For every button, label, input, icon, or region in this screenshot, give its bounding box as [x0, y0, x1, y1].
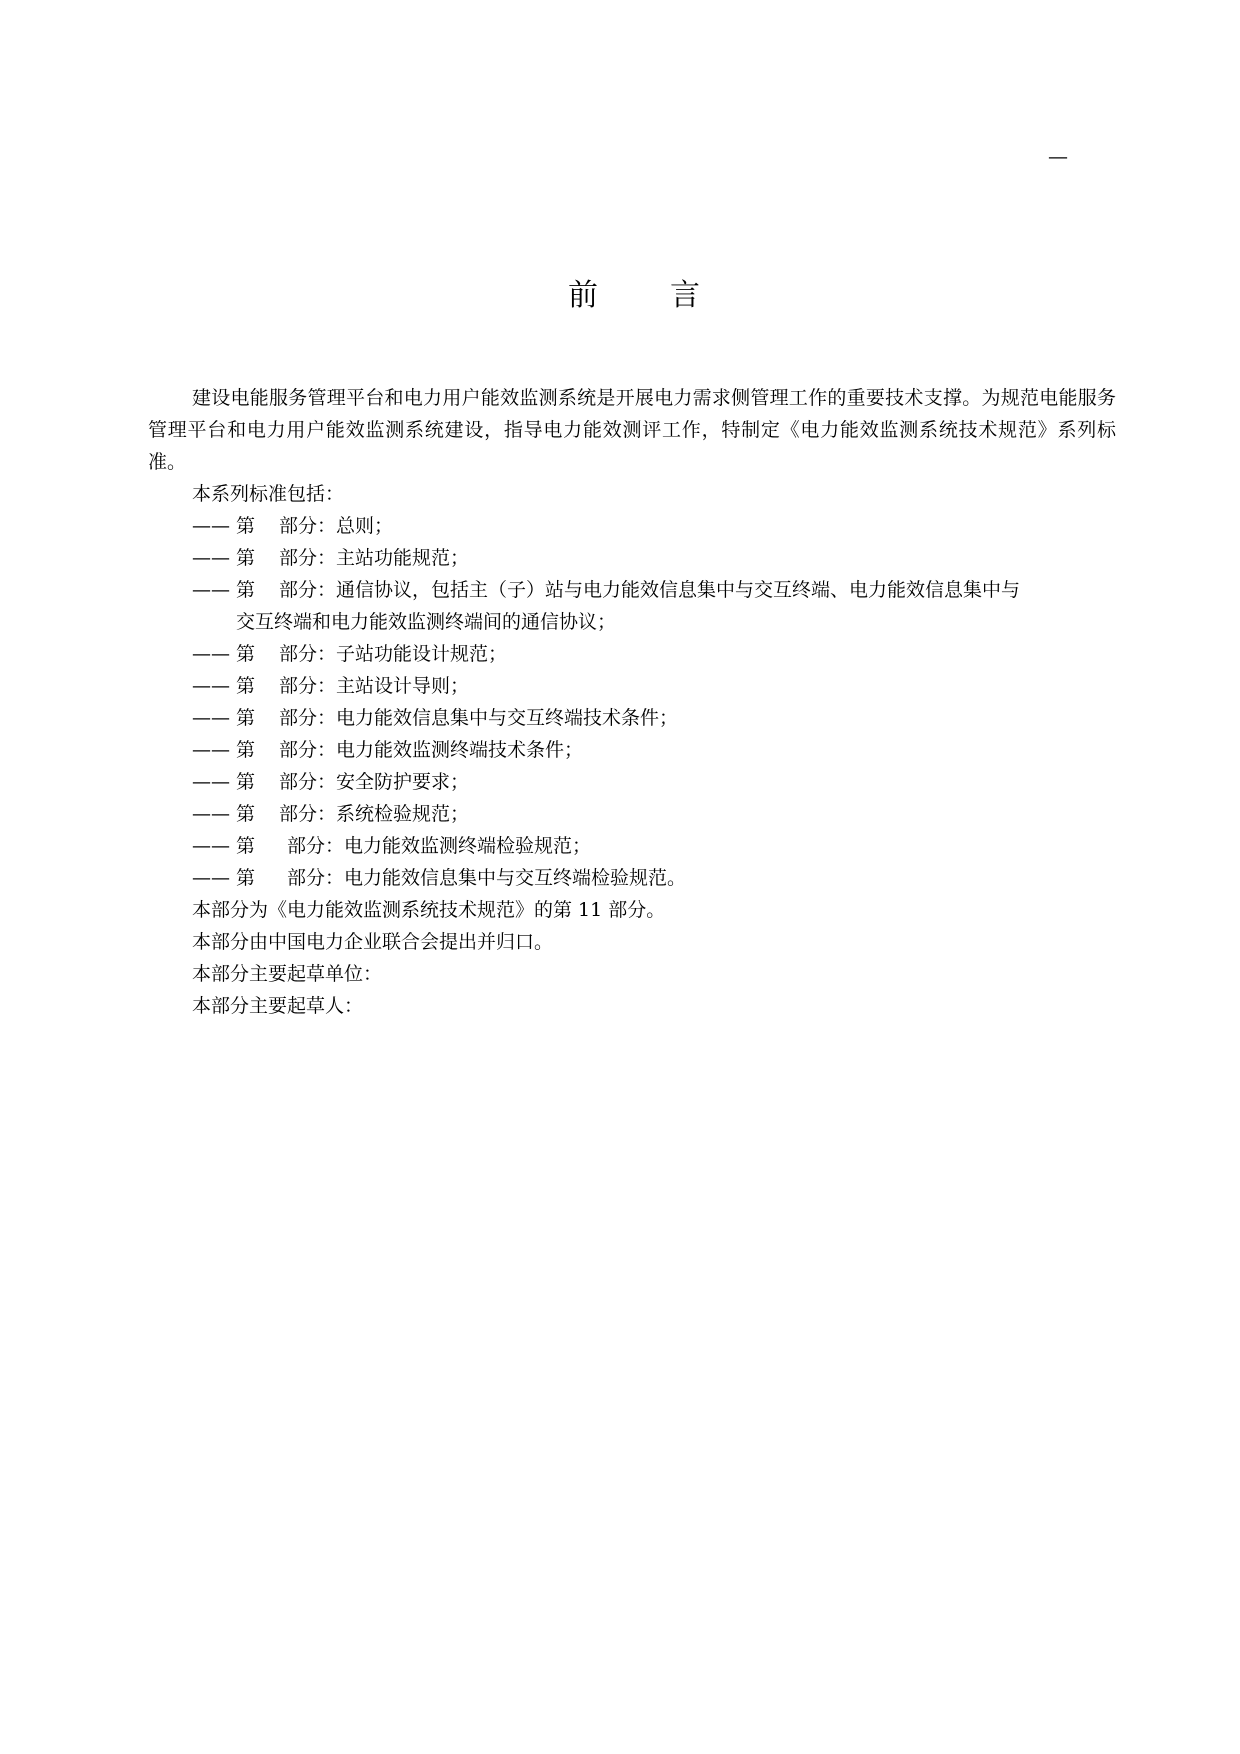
list-dash: ——: [192, 867, 230, 889]
list-prefix: 第: [236, 803, 256, 825]
part-title: 主站设计导则；: [336, 675, 470, 697]
list-suffix: 部分：: [279, 547, 337, 569]
closing-drafters: 本部分主要起草人：: [192, 995, 364, 1017]
part-title: 电力能效监测终端检验规范；: [344, 835, 592, 857]
foreword-body: [148, 382, 1116, 1022]
list-dash: ——: [192, 803, 230, 825]
list-dash: ——: [192, 675, 230, 697]
part-title: 主站功能规范；: [336, 547, 470, 569]
list-suffix: 部分：: [279, 579, 337, 601]
list-suffix: 部分：: [287, 835, 345, 857]
title-char-second: 言: [670, 278, 700, 313]
part-title: 子站功能设计规范；: [336, 643, 508, 665]
list-suffix: 部分：: [279, 739, 337, 761]
list-dash: ——: [192, 643, 230, 665]
list-prefix: 第: [236, 579, 256, 601]
list-prefix: 第: [236, 771, 256, 793]
list-item-part: [148, 862, 1116, 894]
list-dash: ——: [192, 579, 230, 601]
list-item-part: [148, 830, 1116, 862]
list-prefix: 第: [236, 643, 256, 665]
list-item-part: [148, 670, 1116, 702]
list-suffix: 部分：: [279, 515, 337, 537]
list-item-part: [148, 766, 1116, 798]
list-item-part: [148, 574, 1116, 638]
list-suffix: 部分：: [279, 675, 337, 697]
list-prefix: 第: [236, 547, 256, 569]
list-suffix: 部分：: [279, 803, 337, 825]
part-title: 电力能效信息集中与交互终端检验规范。: [344, 867, 687, 889]
title-char-first: 前: [568, 278, 598, 313]
list-prefix: 第: [236, 675, 256, 697]
list-item-part: [148, 638, 1116, 670]
part-title: 通信协议，包括主（子）站与电力能效信息集中与交互终端、电力能效信息集中与: [336, 579, 1021, 601]
list-suffix: 部分：: [279, 707, 337, 729]
list-prefix: 第: [236, 707, 256, 729]
list-dash: ——: [192, 515, 230, 537]
part-title: 系统检验规范；: [336, 803, 470, 825]
list-dash: ——: [192, 835, 230, 857]
page-title: [560, 276, 720, 316]
list-suffix: 部分：: [287, 867, 345, 889]
part-title: 电力能效监测终端技术条件；: [336, 739, 584, 761]
list-prefix: 第: [236, 515, 256, 537]
list-item-part: [148, 702, 1116, 734]
page-header-mark: —: [1048, 144, 1068, 168]
list-suffix: 部分：: [279, 643, 337, 665]
part-title: 总则；: [336, 515, 394, 537]
closing-drafting-units: 本部分主要起草单位：: [192, 963, 383, 985]
part-title: 安全防护要求；: [336, 771, 470, 793]
list-dash: ——: [192, 707, 230, 729]
list-item-first-line: [236, 574, 1116, 606]
list-prefix: 第: [236, 867, 256, 889]
part-title: 电力能效信息集中与交互终端技术条件；: [336, 707, 679, 729]
list-prefix: 第: [236, 835, 256, 857]
list-dash: ——: [192, 771, 230, 793]
list-prefix: 第: [236, 739, 256, 761]
series-intro: 本系列标准包括：: [192, 483, 345, 505]
list-item-part: [148, 734, 1116, 766]
list-suffix: 部分：: [279, 771, 337, 793]
list-dash: ——: [192, 547, 230, 569]
closing-proposer: 本部分由中国电力企业联合会提出并归口。: [192, 931, 554, 953]
list-dash: ——: [192, 739, 230, 761]
list-item-part: [148, 798, 1116, 830]
list-item-part: [148, 542, 1116, 574]
intro-paragraph: 建设电能服务管理平台和电力用户能效监测系统是开展电力需求侧管理工作的重要技术支撑。为规范电能服务管理平台和电力用户能效监测系统建设，指导电力能效测评工作，特制定《电力能效监测系统技术规范》系列标准。: [148, 387, 1116, 473]
closing-part-number: 本部分为《电力能效监测系统技术规范》的第 11 部分。: [192, 899, 666, 921]
part-title-continuation: 交互终端和电力能效监测终端间的通信协议；: [236, 611, 617, 633]
list-item-part: [148, 510, 1116, 542]
